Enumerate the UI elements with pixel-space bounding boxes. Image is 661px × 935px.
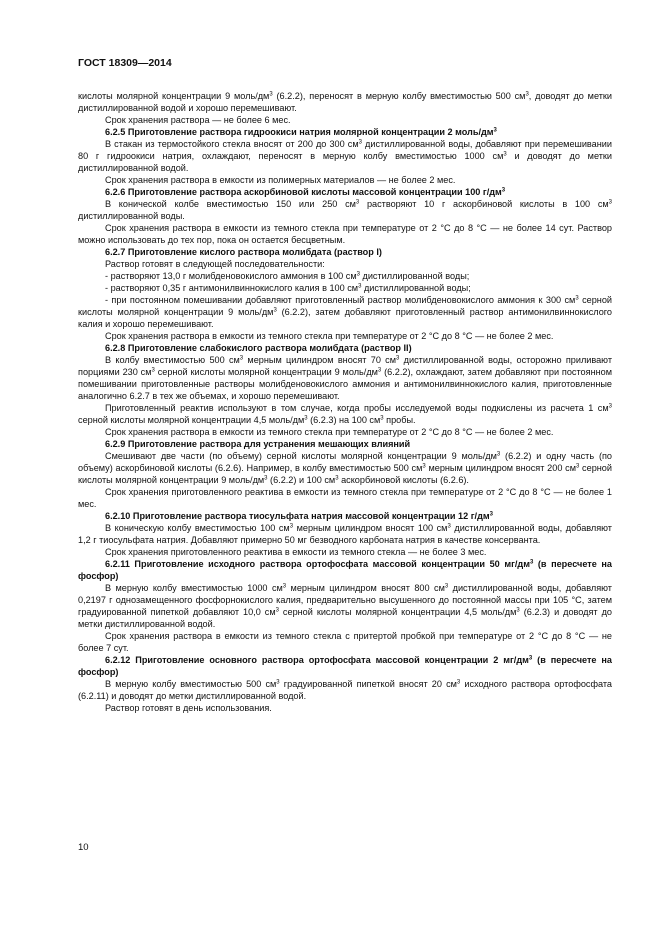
paragraph: Раствор готовят в следующей последовательности: — [105, 259, 325, 269]
document-header: ГОСТ 18309—2014 — [78, 57, 172, 69]
paragraph: В мерную колбу вместимостью 1000 $см^3$ мерным цилиндром вносят 800 $см^3$ дистиллированной воды, добавляют 0,2197 г однозамещенного фосфорнокислого калия, предварительно высушенного до постоянной массы при 105 °С, затем градуированной пипеткой добавляют 10,0 $см^3$ серной кислоты молярной концентрации 4,5 моль/$дм^3$ (6.2.3) и доводят до метки дистиллированной водой. — [78, 583, 612, 629]
paragraph: В коническую колбу вместимостью 100 $см^3$ мерным цилиндром вносят 100 $см^3$ дистиллированной воды, добавляют 1,2 г тиосульфата натрия. Добавляют примерно 50 мг безводного карбоната натрия в качестве консерванта. — [78, 523, 612, 545]
paragraph: - растворяют 13,0 г молибденовокислого аммония в 100 $см^3$ дистиллированной воды; — [105, 271, 470, 281]
section-heading: 6.2.5 Приготовление раствора гидроокиси натрия молярной концентрации 2 моль/$дм^3$ — [105, 127, 497, 137]
paragraph: - растворяют 0,35 г антимонилвиннокислого калия в 100 $см^3$ дистиллированной воды; — [105, 283, 471, 293]
paragraph: Раствор готовят в день использования. — [105, 703, 272, 713]
document-body — [78, 90, 612, 714]
paragraph: Приготовленный реактив используют в том случае, когда пробы исследуемой воды подкислены из расчета 1 $см^3$ серной кислоты молярной концентрации 4,5 моль/$дм^3$ (6.2.3) на 100 $см^3$ пробы. — [78, 403, 612, 425]
paragraph: Срок хранения раствора в емкости из темного стекла при температуре от 2 °С до 8 °С — не более 2 мес. — [105, 427, 554, 437]
paragraph: Срок хранения раствора в емкости из полимерных материалов — не более 2 мес. — [105, 175, 456, 185]
paragraph: Смешивают две части (по объему) серной кислоты молярной концентрации 9 моль/$дм^3$ (6.2.2) и одну часть (по объему) аскорбиновой кислоты (6.2.6). Например, в колбу вместимостью 500 $см^3$ мерным цилиндром вносят 200 $см^3$ серной кислоты молярной концентрации 9 моль/$дм^3$ (6.2.2) и 100 $см^3$ аскорбиновой кислоты (6.2.6). — [78, 451, 612, 485]
section-heading: 6.2.6 Приготовление раствора аскорбиновой кислоты массовой концентрации 100 $г/дм^3$ — [105, 187, 506, 197]
paragraph: В мерную колбу вместимостью 500 $см^3$ градуированной пипеткой вносят 20 $см^3$ исходного раствора ортофосфата (6.2.11) и доводят до метки дистиллированной водой. — [78, 679, 612, 701]
section-heading: 6.2.9 Приготовление раствора для устранения мешающих влияний — [105, 439, 411, 449]
paragraph: Срок хранения раствора в емкости из темного стекла с притертой пробкой при температуре от 2 °С до 8 °С — не более 7 сут. — [78, 631, 612, 653]
section-heading: 6.2.10 Приготовление раствора тиосульфата натрия массовой концентрации 12 $г/дм^3$ — [105, 511, 493, 521]
paragraph: - при постоянном помешивании добавляют приготовленный раствор молибденовокислого аммония к 300 $см^3$ серной кислоты молярной концентрации 9 моль/$дм^3$ (6.2.2), затем добавляют приготовленный раствор антимонилвиннокислого калия и хорошо перемешивают. — [78, 295, 612, 329]
paragraph: Срок хранения раствора — не более 6 мес. — [105, 115, 291, 125]
paragraph: Срок хранения раствора в емкости из темного стекла при температуре от 2 °С до 8 °С — не более 2 мес. — [105, 331, 554, 341]
paragraph: Срок хранения раствора в емкости из темного стекла при температуре от 2 °С до 8 °С — не более 14 сут. Раствор можно использовать до тех пор, пока он остается бесцветным. — [78, 223, 612, 245]
paragraph: В колбу вместимостью 500 $см^3$ мерным цилиндром вносят 70 $см^3$ дистиллированной воды, осторожно приливают порциями 230 $см^3$ серной кислоты молярной концентрации 9 моль/$дм^3$ (6.2.2), охлаждают, затем добавляют при постоянном помешивании приготовленные растворы молибденовокислого аммония и антимонилвиннокислого калия, приготовленные аналогично 6.2.7 в тех же объемах, и хорошо перемешивают. — [78, 355, 613, 401]
section-heading: 6.2.7 Приготовление кислого раствора молибдата (раствор I) — [105, 247, 382, 257]
paragraph: В стакан из термостойкого стекла вносят от 200 до 300 $см^3$ дистиллированной воды, добавляют при перемешивании 80 г гидроокиси натрия, охлаждают, переносят в мерную колбу вместимостью 1000 $см^3$ и доводят до метки дистиллированной водой. — [78, 139, 612, 173]
section-heading: 6.2.12 Приготовление основного раствора ортофосфата массовой концентрации 2 $мг/дм^3$ (в пересчете на фосфор) — [78, 655, 613, 677]
paragraph: Срок хранения приготовленного реактива в емкости из темного стекла — не более 3 мес. — [105, 547, 487, 557]
section-heading: 6.2.8 Приготовление слабокислого раствора молибдата (раствор II) — [105, 343, 412, 353]
paragraph: кислоты молярной концентрации 9 моль/$дм^3$ (6.2.2), переносят в мерную колбу вместимостью 500 $см^3$, доводят до метки дистиллированной водой и хорошо перемешивают. — [78, 91, 612, 113]
section-heading: 6.2.11 Приготовление исходного раствора ортофосфата массовой концентрации 50 $мг/дм^3$ (в пересчете на фосфор) — [78, 559, 612, 581]
paragraph: Срок хранения приготовленного реактива в емкости из темного стекла при температуре от 2 °С до 8 °С — не более 1 мес. — [78, 487, 612, 509]
paragraph: В конической колбе вместимостью 150 или 250 $см^3$ растворяют 10 г аскорбиновой кислоты в 100 $см^3$ дистиллированной воды. — [78, 199, 612, 221]
page-number: 10 — [78, 842, 89, 853]
